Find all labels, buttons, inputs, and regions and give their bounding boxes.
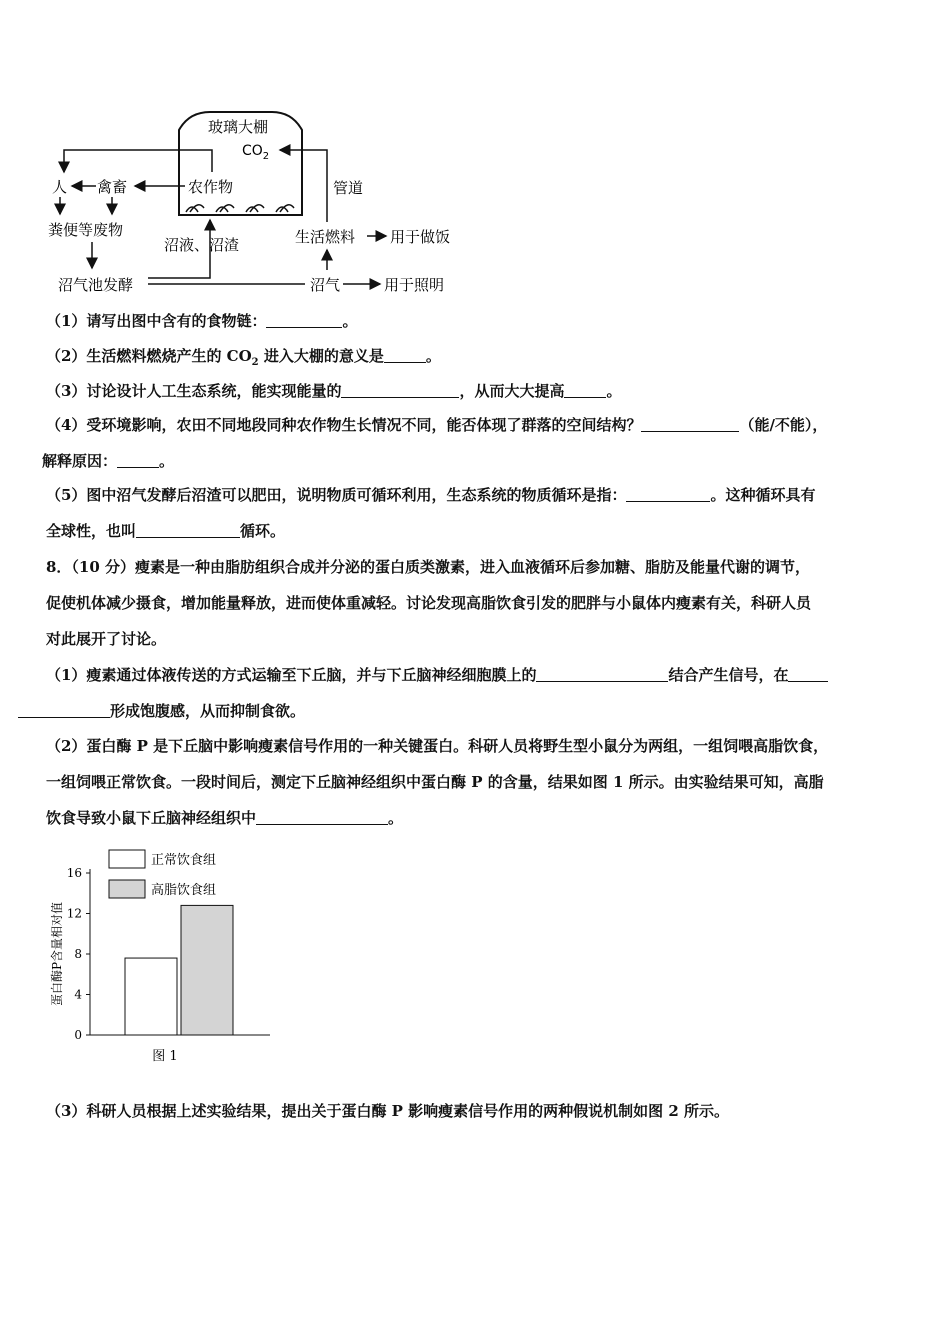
q7-part1: [46, 303, 908, 339]
y-tick-label: 4: [74, 987, 82, 1002]
legend-label: 正常饮食组: [151, 853, 217, 868]
ecosystem-diagram: [40, 100, 470, 300]
q7-part5: [46, 477, 908, 549]
answer-blank[interactable]: [18, 701, 110, 718]
q8-intro-line2: 促使机体减少摄食，增加能量释放，进而使体重减轻。讨论发现高脂饮食引发的肥胖与小鼠体内瘦素有关，科研人员: [46, 594, 812, 612]
q7-part1-end: 。: [342, 312, 358, 330]
q7-part5-text-d: 循环。: [240, 522, 286, 540]
figure-caption: 图 1: [152, 1049, 178, 1064]
q7-part3-text-b: ，从而大大提高: [459, 382, 565, 400]
q7-part4-reason: 解释原因：: [42, 452, 118, 470]
legend-swatch: [109, 880, 145, 898]
q8-intro-line3: 对此展开了讨论。: [46, 630, 167, 648]
livestock-label: 禽畜: [97, 178, 128, 196]
waste-label: 粪便等废物: [48, 221, 124, 239]
q7-part2-end: 。: [425, 347, 441, 365]
lighting-label: 用于照明: [384, 276, 445, 294]
slurry-label: 沼液、沼渣: [164, 236, 240, 254]
y-tick-label: 0: [74, 1028, 82, 1042]
q8-part1-text: （1）瘦素通过体液传送的方式运输至下丘脑，并与下丘脑神经细胞膜上的: [46, 666, 537, 684]
q8-part2-line3: 饮食导致小鼠下丘脑神经组织中: [46, 809, 257, 827]
cooking-label: 用于做饭: [390, 228, 451, 246]
answer-blank[interactable]: [536, 665, 668, 682]
q7-part3-text: （3）讨论设计人工生态系统，能实现能量的: [46, 382, 342, 400]
q8-part2-line1: （2）蛋白酶 P 是下丘脑中影响瘦素信号作用的一种关键蛋白。科研人员将野生型小鼠分为两组，一组饲喂高脂饮食，: [46, 737, 829, 755]
q8-part3: [46, 1093, 908, 1129]
q7-part4: [42, 407, 908, 479]
pipe-label: 管道: [333, 179, 364, 197]
answer-blank[interactable]: [384, 346, 426, 363]
y-axis-label: 蛋白酶P含量相对值: [50, 901, 64, 1007]
q7-part1-text: （1）请写出图中含有的食物链：: [46, 312, 267, 330]
y-tick-label: 8: [74, 947, 82, 961]
arrow-crops-person: [64, 150, 212, 172]
q7-part5-text: （5）图中沼气发酵后沼渣可以肥田，说明物质可循环利用，生态系统的物质循环是指：: [46, 486, 627, 504]
y-tick-label: 12: [66, 906, 82, 921]
q8-part2: [46, 728, 908, 836]
answer-blank[interactable]: [341, 381, 459, 398]
answer-blank[interactable]: [256, 808, 388, 825]
q8-intro: [46, 549, 908, 657]
q7-part2-text-b: 进入大棚的意义是: [258, 347, 384, 365]
biogas-label: 沼气: [310, 276, 341, 294]
answer-blank[interactable]: [117, 451, 159, 468]
q7-part4-end: 。: [159, 452, 175, 470]
q7-part2-sub: 2: [251, 357, 259, 368]
y-tick-label: 16: [66, 866, 82, 880]
answer-blank[interactable]: [788, 665, 828, 682]
bar: [181, 905, 233, 1035]
bar: [125, 958, 177, 1035]
digester-label: 沼气池发酵: [58, 276, 134, 294]
legend-label: 高脂饮食组: [151, 883, 217, 898]
answer-blank[interactable]: [626, 485, 710, 502]
q8-intro-line1: 8．（10 分）瘦素是一种由脂肪组织合成并分泌的蛋白质类激素，进入血液循环后参加糖、脂肪及能量代谢的调节，: [46, 558, 811, 576]
q7-part3-end: 。: [606, 382, 622, 400]
q7-part4-text-b: （能/不能），: [739, 416, 828, 434]
q8-part2-line2: 一组饲喂正常饮食。一段时间后，测定下丘脑神经组织中蛋白酶 P 的含量，结果如图 1 所示。由实验结果可知，高脂: [46, 773, 824, 791]
answer-blank[interactable]: [564, 381, 606, 398]
q7-part3: [46, 373, 908, 409]
answer-blank[interactable]: [136, 521, 240, 538]
fuel-label: 生活燃料: [295, 228, 356, 246]
q7-part2-text: （2）生活燃料燃烧产生的 CO: [46, 347, 252, 365]
greenhouse-label: 玻璃大棚: [208, 118, 269, 136]
q8-part1-text-b: 结合产生信号，在: [668, 666, 789, 684]
crops-label: 农作物: [188, 178, 234, 196]
answer-blank[interactable]: [641, 415, 739, 432]
q8-part2-end: 。: [388, 809, 404, 827]
q8-part1: [46, 657, 908, 729]
q8-part3-text: （3）科研人员根据上述实验结果，提出关于蛋白酶 P 影响瘦素信号作用的两种假说机制如图 2 所示。: [46, 1102, 730, 1120]
answer-blank[interactable]: [266, 311, 342, 328]
legend-swatch: [109, 850, 145, 868]
q7-part5-text-c: 全球性，也叫: [46, 522, 137, 540]
co2-label: $CO_2$: [242, 143, 270, 162]
person-label: 人: [52, 178, 68, 196]
q7-part5-text-b: 。这种循环具有: [710, 486, 816, 504]
q7-part4-text: （4）受环境影响，农田不同地段同种农作物生长情况不同，能否体现了群落的空间结构？: [46, 416, 642, 434]
crop-plants: [186, 205, 294, 212]
q8-part1-text-c: 形成饱腹感，从而抑制食欲。: [110, 702, 306, 720]
figure-1-bar-chart: [45, 840, 285, 1070]
